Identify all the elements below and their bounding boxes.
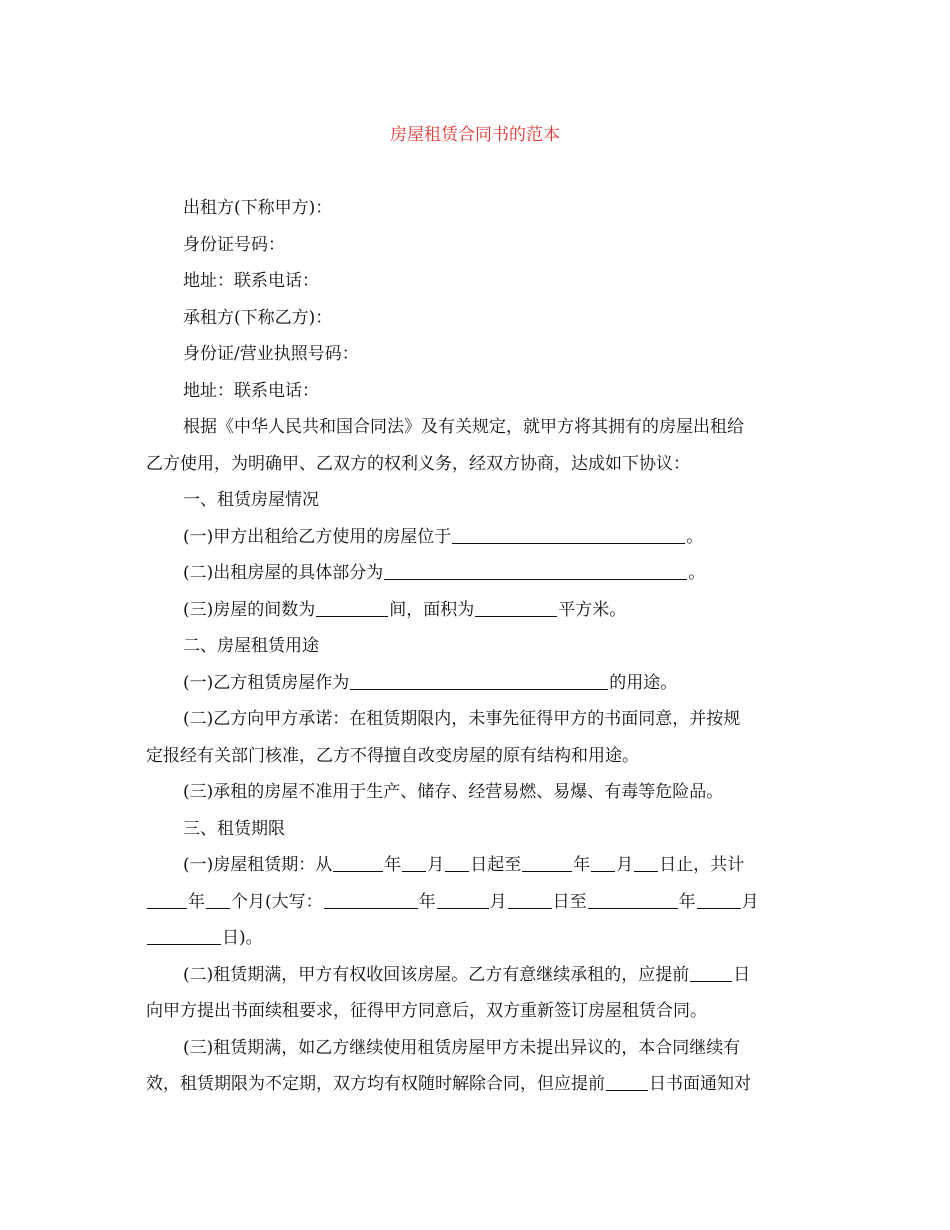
section-3-heading: 三、租赁期限 [183,818,285,839]
document-body [146,190,806,1103]
party-a-address-label: 地址：联系电话： [183,271,319,291]
month-label: 月 [427,855,445,875]
blank-written-start-day [508,890,552,909]
s3-item-3-suffix: 日书面通知对 [649,1074,751,1094]
s3-item-1-line-2 [146,884,806,921]
s1-item-2-prefix: (二)出租房屋的具体部分为 [183,563,384,583]
s1-item-2-suffix: 。 [688,563,706,583]
blank-start-day [445,853,469,872]
blank-termination-notice-days [606,1072,648,1091]
document-title: 房屋租赁合同书的范本 [390,125,560,145]
year-label: 年 [678,891,696,912]
s3-item-2-suffix: 日 [733,964,751,985]
s3-item-1-line-1 [146,847,806,884]
s3-item-1-prefix: (一)房屋租赁期：从 [183,855,333,875]
party-a-id-label: 身份证号码： [183,234,285,255]
day-from-label: 日起至 [470,855,522,875]
blank-end-month [591,853,615,872]
preamble-line-2: 乙方使用，为明确甲、乙双方的权利义务，经双方协商，达成如下协议： [146,453,690,474]
blank-written-end-month [697,890,741,909]
s1-item-1-prefix: (一)甲方出租给乙方使用的房屋位于 [183,526,452,547]
section-2-heading: 二、房屋租赁用途 [183,636,319,656]
s1-item-1 [146,519,806,556]
s1-item-3-suffix: 平方米。 [558,599,627,620]
s2-item-1 [146,665,806,702]
s1-item-2 [146,555,806,592]
day-to-label: 日至 [552,891,587,912]
blank-rental-part [384,561,687,580]
blank-area [475,598,557,617]
blank-usage [350,671,608,690]
party-b-label: 承租方(下称乙方)： [183,307,333,328]
blank-written-end-day [147,926,221,945]
month-label: 月 [616,855,634,875]
s1-item-3-prefix: (三)房屋的间数为 [183,599,316,620]
s2-item-3: (三)承租的房屋不准用于生产、储存、经营易燃、易爆、有毒等危险品。 [183,782,724,802]
blank-written-start-year [324,890,418,909]
party-b-address-label: 地址：联系电话： [183,380,319,401]
year-label: 年 [418,891,436,912]
blank-written-end-year [588,890,678,909]
month-label: 月 [741,891,759,912]
s1-item-3-mid: 间，面积为 [389,599,475,620]
blank-total-years [147,890,187,909]
blank-start-month [402,853,426,872]
blank-room-count [316,598,388,617]
blank-end-year [522,853,572,872]
s3-item-3-line-1: (三)租赁期满，如乙方继续使用租赁房屋甲方未提出异议的，本合同继续有 [183,1037,741,1058]
s1-item-1-suffix: 。 [686,526,704,547]
section-1-heading: 一、租赁房屋情况 [183,490,319,510]
blank-written-start-month [437,890,489,909]
s2-item-1-suffix: 的用途。 [609,672,678,693]
month-label: 月 [489,891,507,912]
s3-item-2-line-1 [146,957,806,994]
blank-house-location [452,525,685,544]
party-b-id-label: 身份证/营业执照号码： [183,344,359,364]
s3-item-3-line-2 [146,1066,806,1103]
blank-end-day [634,853,658,872]
s3-item-1-line-3 [146,920,806,957]
s1-item-3 [146,592,806,629]
s2-item-1-prefix: (一)乙方租赁房屋作为 [183,672,350,693]
blank-total-months [206,890,230,909]
year-label: 年 [573,855,591,875]
year-label: 年 [384,855,402,875]
party-a-label: 出租方(下称甲方)： [183,198,333,218]
year-label: 年 [188,891,205,912]
preamble-line-1: 根据《中华人民共和国合同法》及有关规定，就甲方将其拥有的房屋出租给 [183,417,744,437]
blank-notice-days [690,963,732,982]
s3-item-2-prefix: (二)租赁期满，甲方有权收回该房屋。乙方有意继续承租的，应提前 [183,964,690,985]
close-label: 日)。 [222,928,263,948]
months-label: 个月(大写： [231,891,323,912]
s2-item-2-line-2: 定报经有关部门核准，乙方不得擅自改变房屋的原有结构和用途。 [146,745,639,766]
day-end-label: 日止，共计 [659,855,745,875]
s3-item-3-prefix: 效，租赁期限为不定期，双方均有权随时解除合同，但应提前 [146,1074,605,1094]
s3-item-2-line-2: 向甲方提出书面续租要求，征得甲方同意后，双方重新签订房屋租赁合同。 [146,1001,707,1021]
blank-start-year [333,853,383,872]
s2-item-2-line-1: (二)乙方向甲方承诺：在租赁期限内，未事先征得甲方的书面同意，并按规 [183,709,741,729]
